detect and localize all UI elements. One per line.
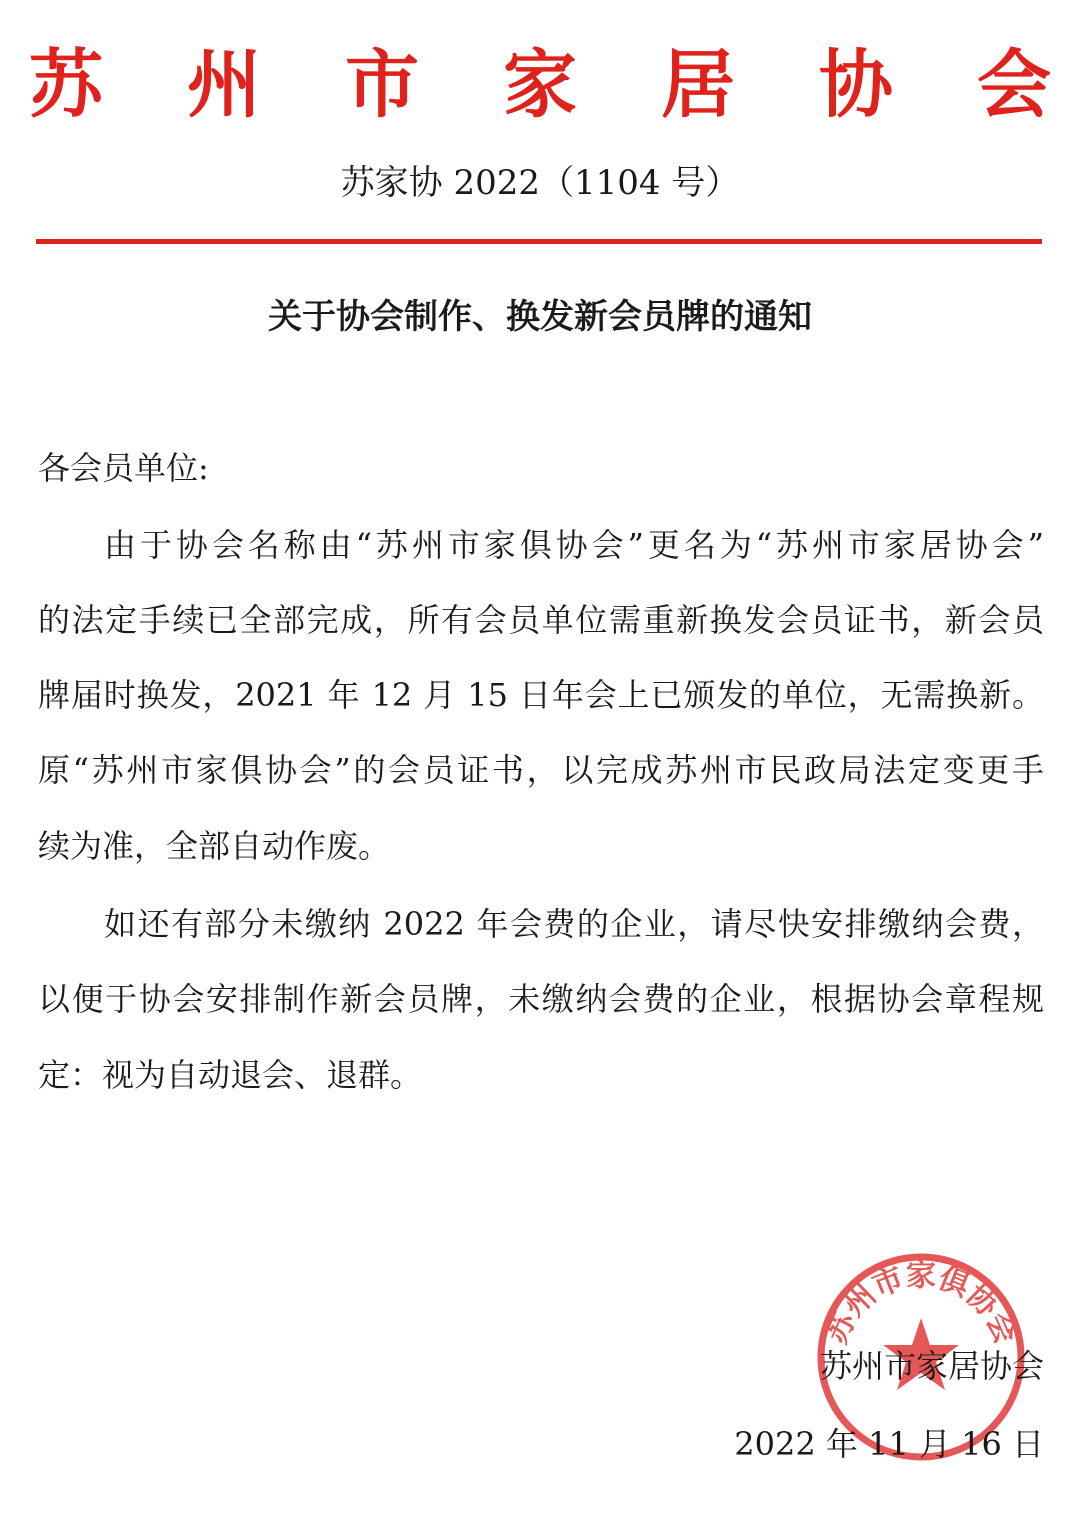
org-name-char: 家 — [503, 42, 577, 128]
body-line: 由于协会名称由“苏州市家俱协会”更名为“苏州市家居协会” — [104, 526, 1044, 564]
salutation: 各会员单位: — [38, 449, 209, 487]
org-name-char: 市 — [345, 42, 419, 128]
body-line: 牌届时换发，2021 年 12 月 15 日年会上已颁发的单位，无需换新。 — [38, 676, 1044, 714]
body-line: 如还有部分未缴纳 2022 年会费的企业，请尽快安排缴纳会费， — [104, 905, 1044, 943]
seal-text: 苏州市家俱协会 — [818, 1258, 1024, 1350]
org-name-char: 协 — [819, 42, 893, 128]
signature-org: 苏州市家居协会 — [819, 1347, 1044, 1385]
org-name-header — [29, 40, 1051, 130]
org-name-char: 州 — [187, 42, 261, 128]
body-line: 的法定手续已全部完成，所有会员单位需重新换发会员证书，新会员 — [38, 601, 1044, 639]
body-line: 原“苏州市家俱协会”的会员证书，以完成苏州市民政局法定变更手 — [38, 751, 1044, 789]
notice-title: 关于协会制作、换发新会员牌的通知 — [268, 297, 812, 337]
body-line: 以便于协会安排制作新会员牌，未缴纳会费的企业，根据协会章程规 — [38, 980, 1044, 1018]
org-name-char: 居 — [661, 42, 735, 128]
body-line: 续为准，全部自动作废。 — [38, 827, 391, 865]
org-name-char: 苏 — [29, 42, 103, 128]
org-name-char: 会 — [977, 42, 1051, 128]
red-divider — [36, 239, 1042, 244]
body-line: 定：视为自动退会、退群。 — [38, 1056, 423, 1094]
signature-date: 2022 年 11 月 16 日 — [734, 1425, 1044, 1463]
document-number: 苏家协 2022（1104 号） — [340, 163, 740, 203]
